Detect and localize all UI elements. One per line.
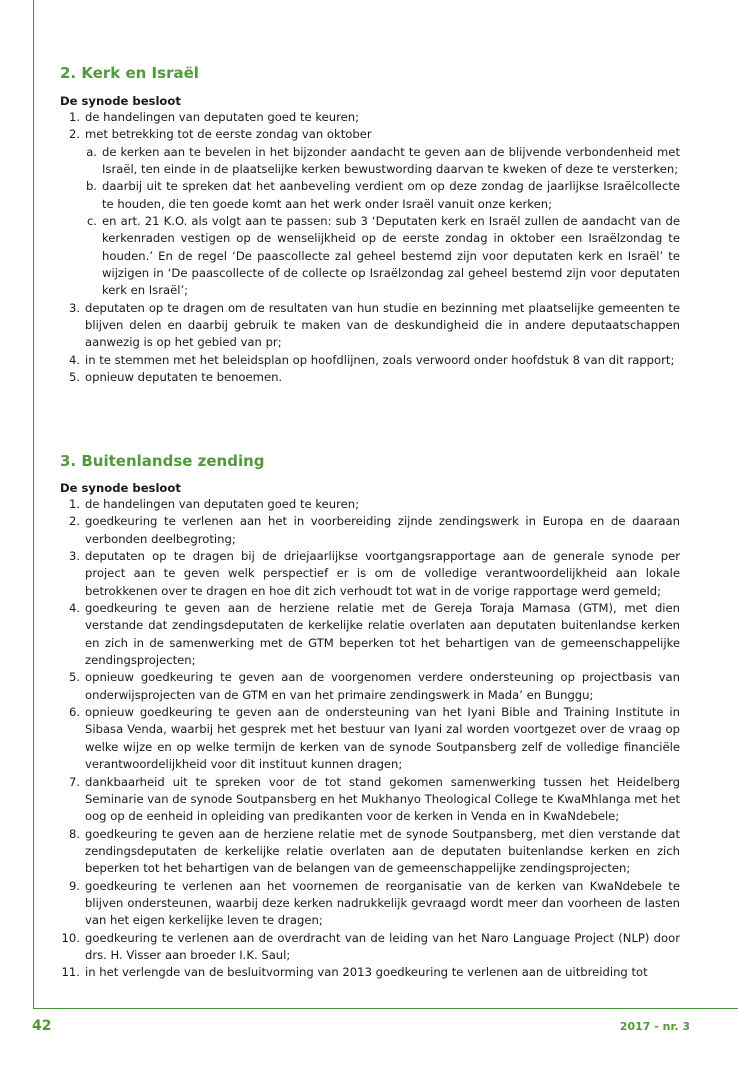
decision-item: 1. de handelingen van deputaten goed te keuren; [68, 110, 360, 124]
decision-item: 5. opnieuw deputaten te benoemen. [68, 370, 283, 385]
decision-item: 4. in te stemmen met het beleidsplan op hoofdlijnen, zoals verwoord onder hoofdstuk 8 van dit rapport; [68, 352, 675, 367]
decision-item: 7. dankbaarheid uit te spreken voor de tot stand gekomen samenwerking tussen het Heidelberg Seminarie van de synode Soutpansberg en het Mukhanyo Theological College te KwaMhlanga met het oog op de eenheid in opleiding van predikanten voor de kerken in Venda en in KwaNdebele; [68, 774, 680, 824]
section-title-buitenlandse-zending: 3. Buitenlandse zending [60, 452, 265, 470]
decision-item: 10. goedkeuring te verlenen aan de overdracht van de leiding van het Naro Language Project (NLP) door drs. H. Visser aan broeder I.K. Saul; [61, 930, 680, 962]
sub-item: b. daarbij uit te spreken dat het aanbeveling verdient om op deze zondag de jaarlijkse Israëlcollecte te houden, die ten goede komt aan het werk onder Israël vanuit onze kerken; [85, 179, 680, 211]
decision-item: 5. opnieuw goedkeuring te geven aan de voorgenomen verdere ondersteuning op projectbasis van onderwijsprojecten van de GTM en van het primaire zendingswerk in Mada’ en Bunggu; [68, 670, 680, 702]
decision-item: 3. deputaten op te dragen bij de driejaarlijkse voortgangsrapportage aan de generale synode per project aan te geven welk perspectief er is om de volledige verantwoordelijkheid aan lokale betrokkenen over te dragen en hoe dit zich verhoudt tot wat in de vorige rapportage werd gemeld; [68, 549, 680, 598]
decision-list-buitenlandse-zending [60, 496, 680, 982]
page-number: 42 [32, 1018, 52, 1034]
decision-item: 11. in het verlengde van de besluitvorming van 2013 goedkeuring te verlenen aan de uitbreiding tot [61, 965, 648, 980]
decision-item: 1. de handelingen van deputaten goed te keuren; [68, 497, 360, 511]
decision-item: 9. goedkeuring te verlenen aan het voornemen de reorganisatie van de kerken van KwaNdebele te blijven ondersteunen, waarbij deze kerken nadrukkelijk gevraagd wordt meer dan voorheen de lasten van het eigen kerkelijke leven te dragen; [68, 878, 680, 928]
decision-item: 8. goedkeuring te geven aan de herziene relatie met de synode Soutpansberg, met dien verstande dat zendingsdeputaten de kerkelijke relatie overlaten aan de deputaten buitenlandse kerken en zich beperken tot het behartigen van de belangen van de gemeenschappelijke zendingsprojecten; [68, 826, 680, 876]
decision-item: 4. goedkeuring te geven aan de herziene relatie met de Gereja Toraja Mamasa (GTM), met dien verstande dat zendingsdeputaten de kerkelijke relatie overlaten aan deputaten buitenlandse kerken en zich in de samenwerking met de GTM beperken tot het behartigen van de gemeenschappelijke zendingsprojecten; [68, 601, 680, 668]
footer-rule [33, 1008, 738, 1009]
decision-item: 6. opnieuw goedkeuring te geven aan de ondersteuning van het Iyani Bible and Training Institute in Sibasa Venda, waarbij het gesprek met het bestuur van Iyani zal worden voortgezet over de vraag op welke wijze en op welke termijn de kerken van de synode Soutpansberg zelf de volledige financiële verantwoordelijkheid voor dit instituut kunnen dragen; [68, 705, 680, 772]
sub-item: c. en art. 21 K.O. als volgt aan te passen: sub 3 ‘Deputaten kerk en Israël zullen de aandacht van de kerkenraden vestigen op de wenselijkheid op de eerste zondag in oktober een Israëlzondag te houden.’ En de regel ‘De paascollecte zal geheel bestemd zijn voor deputaten kerk en Israël’ te wijzigen in ‘De paascollecte of de collecte op Israëlzondag zal geheel bestemd zijn voor deputaten kerk en Israël’; [86, 214, 680, 298]
section-title-kerk-en-israel: 2. Kerk en Israël [60, 64, 199, 82]
decision-item: 2. goedkeuring te verlenen aan het in voorbereiding zijnde zendingswerk in Europa en de daaraan verbonden deelbegroting; [68, 514, 680, 546]
section-lead: De synode besloot [60, 481, 181, 495]
sub-list [85, 144, 680, 300]
decision-item: 2. met betrekking tot de eerste zondag van oktober a. de kerken aan te bevelen in het bijzonder aandacht te geven aan de blijvende verbondenheid met Israël, ten einde in de plaatselijke kerken bewustwording daarvan te kweken of deze te versterken; b. daarbij uit te spreken dat het aanbeveling verdient om op deze zondag de jaarlijkse Israëlcollecte te houden, die ten goede komt aan het werk onder Israël vanuit onze kerken; c. en art. 21 K.O. als volgt aan te passen: sub 3 ‘Deputaten kerk en Israël zullen de aandacht van de kerkenraden vestigen op de wenselijkheid op de eerste zondag in oktober een Israëlzondag te houden.’ En de regel ‘De paascollecte zal geheel bestemd zijn voor deputaten kerk en Israël’ te wijzigen in ‘De paascollecte of de collecte op Israëlzondag zal geheel bestemd zijn voor deputaten kerk en Israël’; [60, 126, 680, 299]
sub-item: a. de kerken aan te bevelen in het bijzonder aandacht te geven aan de blijvende verbondenheid met Israël, ten einde in de plaatselijke kerken bewustwording daarvan te kweken of deze te versterken; [86, 144, 680, 177]
decision-list-kerk-en-israel [60, 109, 680, 387]
section-lead: De synode besloot [60, 94, 181, 108]
left-margin-rule [33, 0, 34, 1008]
issue-label: 2017 - nr. 3 [619, 1020, 690, 1033]
decision-item: 3. deputaten op te dragen om de resultaten van hun studie en bezinning met plaatselijke gemeenten te blijven delen en daarbij gebruik te maken van de deskundigheid die in andere deputaatschappen aanwezig is op het gebied van pr; [68, 300, 680, 350]
